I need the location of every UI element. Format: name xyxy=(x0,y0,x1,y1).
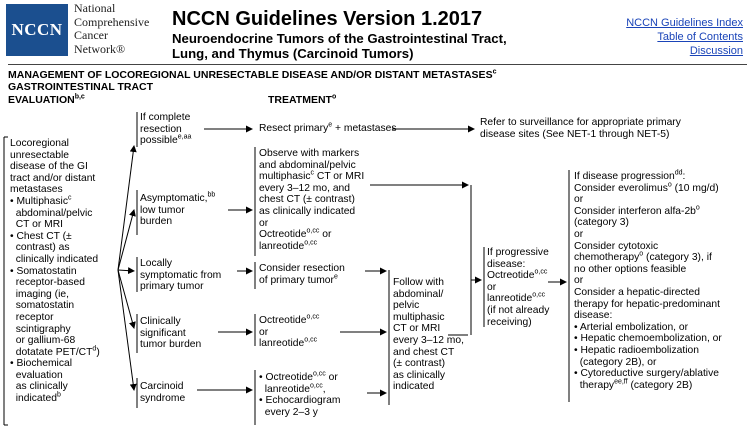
branch-line: Carcinoid xyxy=(140,381,184,392)
subtitle-line-2: Lung, and Thymus (Carcinoid Tumors) xyxy=(172,46,414,61)
observe-sup: o,cc xyxy=(304,239,318,247)
progressive-sup: o,cc xyxy=(534,268,548,276)
progressive-line: lanreotide xyxy=(487,293,533,305)
observe-line: and abdominal/pelvic xyxy=(259,159,356,171)
carcinoid-line: • Echocardiogram xyxy=(259,395,341,407)
observe-line: multiphasic xyxy=(259,171,311,183)
progression-line: therapy xyxy=(574,379,615,391)
eval-bullet-1 xyxy=(10,196,100,231)
eval-bullet-text: contrast) as xyxy=(10,242,70,254)
carcinoid-line: every 2–3 y xyxy=(259,406,318,418)
logo-line-2: Comprehensive xyxy=(74,14,150,29)
carcinoid-line: or xyxy=(325,372,338,383)
observe-sup: o,cc xyxy=(306,227,320,235)
progression-line: (category 2B), or xyxy=(574,356,657,368)
eval-bullet-text: receptor xyxy=(10,311,54,323)
branch-line: symptomatic from xyxy=(140,269,222,281)
eval-bullet-text: as clinically xyxy=(10,381,68,393)
observe-line: or xyxy=(322,229,332,241)
progression-line: no other options feasible xyxy=(574,263,687,275)
follow-line: every 3–12 mo, xyxy=(393,334,464,346)
progression-sup: o xyxy=(639,250,644,258)
page-title: NCCN Guidelines Version 1.2017 xyxy=(172,8,483,30)
eval-bullet-text: or gallium-68 xyxy=(10,335,76,347)
resect-sup: e xyxy=(328,121,333,129)
eval-bullet-text: scintigraphy xyxy=(10,323,71,335)
progression-line: Consider cytotoxic xyxy=(574,240,659,252)
progressive-line: If progressive xyxy=(487,247,549,258)
eval-bullet-text: CT or MRI xyxy=(10,219,64,231)
discussion-link[interactable]: Discussion xyxy=(689,45,743,57)
eval-bullet-4 xyxy=(10,358,100,404)
carcinoid-line: , xyxy=(322,383,326,395)
section-heading-sup: c xyxy=(492,68,497,76)
branch-line: primary tumor xyxy=(140,281,204,293)
follow-line: multiphasic xyxy=(393,311,445,323)
eval-bullet-text: abdominal/pelvic xyxy=(10,207,93,219)
branch-line: tumor burden xyxy=(140,339,202,351)
progression-line: • Hepatic radioembolization xyxy=(574,344,699,356)
progressive-text xyxy=(487,247,549,328)
eval-bullet-text: • Biochemical xyxy=(10,358,72,370)
eval-bullet-text: somatostatin xyxy=(10,300,75,312)
surveillance-line: disease sites (See NET-1 through NET-5) xyxy=(480,128,670,140)
progression-sup: o xyxy=(667,181,672,189)
progression-line: or xyxy=(574,275,584,287)
branch-clinically-significant xyxy=(140,316,201,351)
progression-line: (10 mg/d) xyxy=(671,182,719,194)
progression-line: • Cytoreductive surgery/ablative xyxy=(574,368,719,380)
resect-label-tail: + metastases xyxy=(332,123,397,134)
carcinoid-sup: o,cc xyxy=(309,382,323,390)
observe-line: Observe with markers xyxy=(259,148,360,159)
follow-line: pelvic xyxy=(393,300,420,312)
evaluation-label-sup: b,c xyxy=(74,93,85,101)
observe-line: as clinically indicated xyxy=(259,205,356,217)
eval-bullet-text: indicated xyxy=(10,393,57,405)
eval-bullet-text: • Somatostatin xyxy=(10,265,77,277)
logo-line-4: Network® xyxy=(74,41,126,56)
eval-bullet-text: imaging (ie, xyxy=(10,288,69,300)
observe-sup: c xyxy=(310,169,315,177)
eval-bullet-text: ) xyxy=(96,346,100,358)
branch-line: syndrome xyxy=(140,392,186,404)
progression-line: Consider everolimus xyxy=(574,182,668,194)
progression-line: Consider interferon alfa-2b xyxy=(574,205,696,217)
treatment-label-sup: o xyxy=(331,93,337,101)
progression-line: chemotherapy xyxy=(574,252,640,264)
eval-line: metastases xyxy=(10,184,63,196)
surveillance-text xyxy=(480,117,681,140)
eval-bullet-text: dotatate PET/CT xyxy=(10,346,93,358)
progression-sup: dd xyxy=(674,169,683,177)
octreotide-option-text xyxy=(259,315,319,350)
branch-asymptomatic xyxy=(140,193,215,228)
logo-line-3: Cancer xyxy=(74,28,108,42)
eval-bullet-sup: b xyxy=(56,391,61,399)
progressive-line: Octreotide xyxy=(487,270,535,282)
consider-resection-line: Consider resection xyxy=(259,263,345,274)
carcinoid-line: lanreotide xyxy=(259,383,310,395)
observe-line: Octreotide xyxy=(259,229,307,241)
eval-line: unresectable xyxy=(10,149,69,161)
carcinoid-sup: o,cc xyxy=(312,370,326,378)
progression-heading: If disease progression xyxy=(574,171,675,182)
progressive-line: or xyxy=(487,281,497,293)
branch-sup: bb xyxy=(207,191,216,199)
eval-bullet-text: clinically indicated xyxy=(10,253,99,265)
observe-line: or xyxy=(259,217,269,229)
progression-line: • Arterial embolization, or xyxy=(574,321,689,333)
octreotide-line: or xyxy=(259,326,269,338)
observe-line: every 3–12 mo, and xyxy=(259,182,351,194)
section-subheading: GASTROINTESTINAL TRACT xyxy=(8,81,154,93)
eval-bullet-3 xyxy=(10,266,100,359)
eval-bullet-sup: d xyxy=(92,345,97,353)
eval-bullet-sup: c xyxy=(67,194,72,202)
table-of-contents-link[interactable]: Table of Contents xyxy=(657,31,743,43)
branch-line: If complete xyxy=(140,112,191,123)
observe-line: CT or MRI xyxy=(316,171,365,183)
eval-bullet-text: • Chest CT (± xyxy=(10,230,72,242)
branch-line: Locally xyxy=(140,258,173,269)
logo-line-1: National xyxy=(74,1,116,15)
progression-options: If disease progression$^{dd}$: Consider everolimus$^o$ (10 mg/d) or Consider interferon alfa-$2b^o$ (category 3) or Consider cytotoxic chemotherapy$^o$ (category 3), if no other options feasible or Consider a hepatic-directed therapy for hepatic-predominant disease: • Arterial embolization, or • Hepatic chemoembolization, or • Hepatic radioembolization (category 2B), or • Cytoreductive surgery/ablative therapy$^{ee,ff}$ (category 2B) xyxy=(574,169,722,391)
consider-resection-text xyxy=(259,263,345,286)
octreotide-sup: o,cc xyxy=(304,336,318,344)
progression-line: or xyxy=(574,228,584,240)
progression-line: disease: xyxy=(574,310,613,322)
follow-line: Follow with xyxy=(393,277,444,288)
progression-sup: ee,ff xyxy=(614,378,628,386)
resect-text xyxy=(259,123,397,135)
branch-line: possible xyxy=(140,135,178,147)
guidelines-index-link[interactable]: NCCN Guidelines Index xyxy=(626,17,743,29)
surveillance-line: Refer to surveillance for appropriate primary xyxy=(480,117,681,128)
progression-line: (category 2B) xyxy=(627,379,693,391)
octreotide-sup: o,cc xyxy=(306,313,320,321)
branch-line: burden xyxy=(140,216,173,228)
nccn-logo: NCCN xyxy=(6,4,68,56)
progression-sup: o xyxy=(695,204,700,212)
branch-locally-symptomatic xyxy=(140,258,221,293)
section-heading-text: MANAGEMENT OF LOCOREGIONAL UNRESECTABLE DISEASE AND/OR DISTANT METASTASES xyxy=(8,69,493,81)
carcinoid-line: • Octreotide xyxy=(259,372,313,383)
branch-carcinoid-syndrome xyxy=(140,381,185,404)
branch-line: Clinically xyxy=(140,316,181,327)
progression-line: therapy for hepatic-predominant xyxy=(574,298,720,310)
branch-line: significant xyxy=(140,327,186,339)
observe-text xyxy=(259,148,364,252)
progression-line: (category 3), if xyxy=(643,252,712,264)
eval-line: Locoregional xyxy=(10,138,69,149)
follow-line: CT or MRI xyxy=(393,323,441,335)
follow-line: and chest CT xyxy=(393,346,455,358)
progression-line: • Hepatic chemoembolization, or xyxy=(574,333,722,345)
progression-line: Consider a hepatic-directed xyxy=(574,286,700,298)
carcinoid-treatment-text xyxy=(259,372,340,418)
eval-bullet-text: • Multiphasic xyxy=(10,195,68,207)
eval-line: tract and/or distant xyxy=(10,172,96,184)
follow-text xyxy=(393,277,464,393)
eval-bullet-text: evaluation xyxy=(10,369,63,381)
consider-resection-sup: e xyxy=(333,273,338,281)
progression-line: or xyxy=(574,194,584,206)
branch-line: Asymptomatic, xyxy=(140,193,208,204)
resect-label: Resect primary xyxy=(259,123,329,134)
eval-bullet-text: receptor-based xyxy=(10,277,85,289)
octreotide-line: Octreotide xyxy=(259,315,307,326)
progressive-line: receiving) xyxy=(487,316,532,328)
branch-line: resection xyxy=(140,123,182,135)
consider-resection-line: of primary tumor xyxy=(259,274,334,286)
progressive-line: (if not already xyxy=(487,304,550,316)
evaluation-text xyxy=(10,138,100,405)
subtitle-line-1: Neuroendocrine Tumors of the Gastrointestinal Tract, xyxy=(172,31,507,46)
follow-line: abdominal/ xyxy=(393,288,444,300)
follow-line: as clinically xyxy=(393,369,446,381)
eval-line: disease of the GI xyxy=(10,161,88,173)
observe-line: lanreotide xyxy=(259,240,305,252)
follow-line: indicated xyxy=(393,381,435,393)
progressive-sup: o,cc xyxy=(532,291,546,299)
treatment-label-text: TREATMENT xyxy=(268,94,332,106)
progression-line: (category 3) xyxy=(574,217,629,229)
observe-line: chest CT (± contrast) xyxy=(259,194,355,206)
follow-line: (± contrast) xyxy=(393,358,445,370)
progressive-line: disease: xyxy=(487,258,526,270)
branch-sup: e,aa xyxy=(177,133,192,141)
branch-line: low tumor xyxy=(140,204,185,216)
eval-bullet-2 xyxy=(10,231,100,266)
octreotide-line: lanreotide xyxy=(259,338,305,350)
branch-complete-resection xyxy=(140,112,191,147)
evaluation-label-text: EVALUATION xyxy=(8,94,75,106)
